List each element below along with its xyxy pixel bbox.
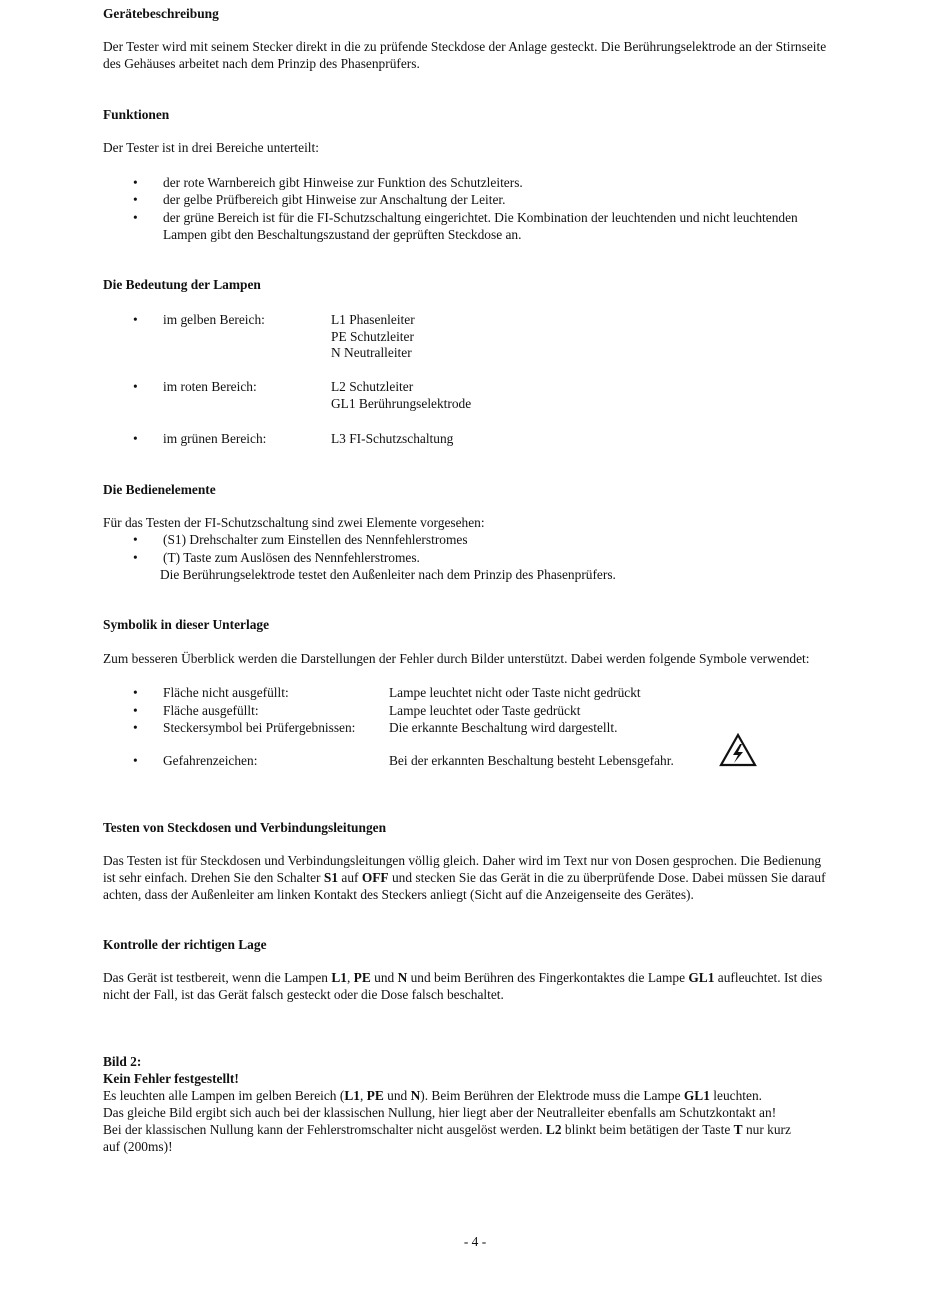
paragraph-kontrolle-line1 <box>103 969 822 986</box>
bullet-symbol: • <box>133 753 138 768</box>
text-run: Bei der klassischen Nullung kann der Fehlerstromschalter nicht ausgelöst werden. <box>103 1122 546 1137</box>
bullet-symbol: • <box>133 720 138 735</box>
text-run: nur kurz <box>742 1122 791 1137</box>
symbol-term: Gefahrenzeichen: <box>163 753 258 768</box>
figure-subtitle: Kein Fehler festgestellt! <box>103 1071 239 1086</box>
paragraph-kontrolle-line2: nicht der Fall, ist das Gerät falsch gesteckt oder die Dose falsch beschaltet. <box>103 987 504 1002</box>
bullet-symbol: • <box>133 685 138 700</box>
symbol-description: Bei der erkannten Beschaltung besteht Lebensgefahr. <box>389 753 674 768</box>
bullet-symbol: • <box>133 210 138 225</box>
text-run: leuchten. <box>709 1088 762 1103</box>
lamp-item: L1 Phasenleiter <box>331 312 415 327</box>
text-run: und beim Berühren des Fingerkontaktes die Lampe <box>407 970 689 985</box>
lamp-n-label: N <box>410 1088 421 1103</box>
list-item: der grüne Bereich ist für die FI-Schutzschaltung eingerichtet. Die Kombination der leuchtenden und nicht leuchtenden <box>163 210 798 225</box>
lamp-item: L3 FI-Schutzschaltung <box>331 431 454 446</box>
heading-bedeutung-lampen: Die Bedeutung der Lampen <box>103 277 261 292</box>
list-item: der rote Warnbereich gibt Hinweise zur Funktion des Schutzleiters. <box>163 175 523 190</box>
text-run: , <box>359 1088 367 1103</box>
switch-position-off: OFF <box>361 870 389 885</box>
bullet-symbol: • <box>133 532 138 547</box>
page-number: - 4 - <box>463 1234 487 1249</box>
bullet-symbol: • <box>133 175 138 190</box>
lamp-item: PE Schutzleiter <box>331 329 414 344</box>
lamp-pe-label: PE <box>366 1088 384 1103</box>
bullet-symbol: • <box>133 703 138 718</box>
lamp-item: N Neutralleiter <box>331 345 412 360</box>
bullet-symbol: • <box>133 312 138 327</box>
bullet-symbol: • <box>133 192 138 207</box>
symbol-term: Fläche nicht ausgefüllt: <box>163 685 289 700</box>
paragraph-geraet-line1: Der Tester wird mit seinem Stecker direkt in die zu prüfende Steckdose der Anlage gesteckt. Die Berührungselektrode an der Stirnseite <box>103 39 827 54</box>
paragraph-bedien-note: Die Berührungselektrode testet den Außenleiter nach dem Prinzip des Phasenprüfers. <box>160 567 616 582</box>
paragraph-bild2-line1 <box>103 1087 762 1104</box>
lamp-area-red-label: im roten Bereich: <box>163 379 257 394</box>
list-item-continuation: Lampen gibt den Beschaltungszustand der geprüften Steckdose an. <box>163 227 522 242</box>
high-voltage-warning-icon <box>719 733 757 767</box>
text-run: aufleuchtet. Ist dies <box>714 970 823 985</box>
heading-funktionen: Funktionen <box>103 107 170 122</box>
paragraph-bild2-line4: auf (200ms)! <box>103 1139 173 1154</box>
list-item: (S1) Drehschalter zum Einstellen des Nennfehlerstromes <box>163 532 468 547</box>
text-run: Es leuchten alle Lampen im gelben Bereich ( <box>103 1088 345 1103</box>
lamp-n-label: N <box>397 970 408 985</box>
figure-title: Bild 2: <box>103 1054 142 1069</box>
lamp-area-green-label: im grünen Bereich: <box>163 431 267 446</box>
list-item: (T) Taste zum Auslösen des Nennfehlerstromes. <box>163 550 420 565</box>
lamp-l1-label: L1 <box>331 970 347 985</box>
paragraph-symbolik-intro: Zum besseren Überblick werden die Darstellungen der Fehler durch Bilder unterstützt. Dabei werden folgende Symbole verwendet: <box>103 651 810 666</box>
switch-label-s1: S1 <box>323 870 339 885</box>
paragraph-testen-line3: achten, dass der Außenleiter am linken Kontakt des Steckers anliegt (Sicht auf die Anzeigenseite des Gerätes). <box>103 887 694 902</box>
text-run: Das Gerät ist testbereit, wenn die Lampen <box>103 970 332 985</box>
paragraph-bild2-line2: Das gleiche Bild ergibt sich auch bei der klassischen Nullung, hier liegt aber der Neutralleiter ebenfalls am Schutzkontakt an! <box>103 1105 777 1120</box>
paragraph-geraet-line2: des Gehäuses arbeitet nach dem Prinzip des Phasenprüfers. <box>103 56 420 71</box>
heading-symbolik: Symbolik in dieser Unterlage <box>103 617 270 632</box>
text-run: blinkt beim betätigen der Taste <box>561 1122 734 1137</box>
symbol-description: Lampe leuchtet nicht oder Taste nicht gedrückt <box>389 685 641 700</box>
lamp-gl1-label: GL1 <box>683 1088 710 1103</box>
bullet-symbol: • <box>133 379 138 394</box>
paragraph-bild2-line3 <box>103 1121 791 1138</box>
text-run: ). Beim Berühren der Elektrode muss die Lampe <box>420 1088 684 1103</box>
lamp-item: L2 Schutzleiter <box>331 379 414 394</box>
text-run: ist sehr einfach. Drehen Sie den Schalter <box>103 870 324 885</box>
heading-geraetebeschreibung: Gerätebeschreibung <box>103 6 219 21</box>
lamp-l1-label: L1 <box>344 1088 360 1103</box>
bullet-symbol: • <box>133 431 138 446</box>
symbol-description: Die erkannte Beschaltung wird dargestellt. <box>389 720 618 735</box>
bullet-symbol: • <box>133 550 138 565</box>
paragraph-testen-line1: Das Testen ist für Steckdosen und Verbindungsleitungen völlig gleich. Daher wird im Text nur von Dosen gesprochen. Die Bedienung <box>103 853 822 868</box>
paragraph-bedien-intro: Für das Testen der FI-Schutzschaltung sind zwei Elemente vorgesehen: <box>103 515 485 530</box>
paragraph-testen-line2 <box>103 869 826 886</box>
paragraph-funktionen-intro: Der Tester ist in drei Bereiche unterteilt: <box>103 140 319 155</box>
text-run: und <box>370 970 398 985</box>
list-item: der gelbe Prüfbereich gibt Hinweise zur Anschaltung der Leiter. <box>163 192 506 207</box>
heading-kontrolle: Kontrolle der richtigen Lage <box>103 937 267 952</box>
symbol-term: Steckersymbol bei Prüfergebnissen: <box>163 720 356 735</box>
lamp-gl1-label: GL1 <box>688 970 715 985</box>
heading-bedienelemente: Die Bedienelemente <box>103 482 216 497</box>
text-run: auf <box>338 870 362 885</box>
button-t-label: T <box>733 1122 743 1137</box>
lamp-area-yellow-label: im gelben Bereich: <box>163 312 265 327</box>
lamp-pe-label: PE <box>353 970 371 985</box>
text-run: und stecken Sie das Gerät in die zu überprüfende Dose. Dabei müssen Sie darauf <box>388 870 826 885</box>
heading-testen: Testen von Steckdosen und Verbindungsleitungen <box>103 820 387 835</box>
text-run: , <box>346 970 354 985</box>
text-run: und <box>383 1088 411 1103</box>
symbol-description: Lampe leuchtet oder Taste gedrückt <box>389 703 581 718</box>
symbol-term: Fläche ausgefüllt: <box>163 703 259 718</box>
lamp-l2-label: L2 <box>545 1122 562 1137</box>
lamp-item: GL1 Berührungselektrode <box>331 396 472 411</box>
